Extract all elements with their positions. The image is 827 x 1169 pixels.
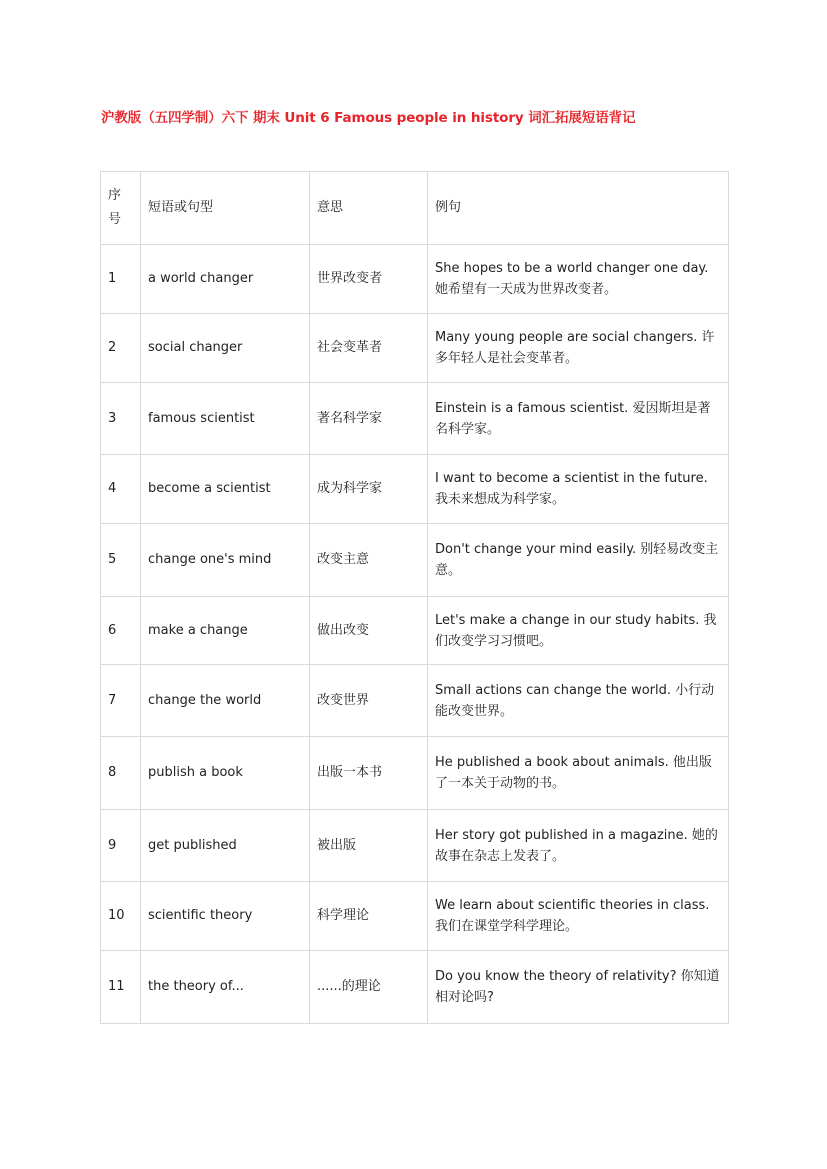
table-row [101,524,729,597]
row-phrase: make a change [141,597,310,665]
table-row [101,882,729,951]
table-row [101,665,729,737]
row-meaning: 科学理论 [310,882,428,951]
row-meaning: 社会变革者 [310,314,428,383]
row-phrase: get published [141,810,310,882]
row-meaning: 出版一本书 [310,737,428,810]
row-meaning: 改变主意 [310,524,428,597]
table-row [101,951,729,1024]
row-phrase: publish a book [141,737,310,810]
table-row [101,737,729,810]
document-title: 沪教版（五四学制）六下 期末 Unit 6 Famous people in history 词汇拓展短语背记 [101,110,636,126]
row-meaning: 改变世界 [310,665,428,737]
row-meaning: 世界改变者 [310,245,428,314]
row-number: 10 [101,882,141,951]
row-phrase: scientific theory [141,882,310,951]
row-example: Many young people are social changers. 许多年轻人是社会变革者。 [428,314,729,383]
row-number: 1 [101,245,141,314]
row-example: Her story got published in a magazine. 她的故事在杂志上发表了。 [428,810,729,882]
header-phrase: 短语或句型 [141,172,310,245]
row-number: 7 [101,665,141,737]
row-number: 6 [101,597,141,665]
row-meaning: 被出版 [310,810,428,882]
row-number: 4 [101,455,141,524]
row-meaning: 著名科学家 [310,383,428,455]
row-phrase: change one's mind [141,524,310,597]
row-example: Small actions can change the world. 小行动能改变世界。 [428,665,729,737]
row-example: Einstein is a famous scientist. 爱因斯坦是著名科学家。 [428,383,729,455]
row-number: 8 [101,737,141,810]
row-example: I want to become a scientist in the future. 我未来想成为科学家。 [428,455,729,524]
header-number: 序号 [101,172,141,245]
row-phrase: famous scientist [141,383,310,455]
row-example: He published a book about animals. 他出版了一本关于动物的书。 [428,737,729,810]
row-meaning: 做出改变 [310,597,428,665]
table-row [101,383,729,455]
row-number: 2 [101,314,141,383]
header-example: 例句 [428,172,729,245]
row-phrase: become a scientist [141,455,310,524]
row-meaning: ......的理论 [310,951,428,1024]
row-example: Let's make a change in our study habits. 我们改变学习习惯吧。 [428,597,729,665]
row-example: Do you know the theory of relativity? 你知道相对论吗? [428,951,729,1024]
table-row [101,245,729,314]
vocabulary-table [100,171,729,1024]
header-meaning: 意思 [310,172,428,245]
row-phrase: the theory of... [141,951,310,1024]
row-example: She hopes to be a world changer one day. 她希望有一天成为世界改变者。 [428,245,729,314]
table-row [101,597,729,665]
table-row [101,455,729,524]
row-example: We learn about scientific theories in class. 我们在课堂学科学理论。 [428,882,729,951]
row-phrase: a world changer [141,245,310,314]
table-row [101,810,729,882]
row-number: 9 [101,810,141,882]
row-example: Don't change your mind easily. 别轻易改变主意。 [428,524,729,597]
row-number: 11 [101,951,141,1024]
row-number: 5 [101,524,141,597]
row-number: 3 [101,383,141,455]
row-phrase: change the world [141,665,310,737]
row-meaning: 成为科学家 [310,455,428,524]
table-row [101,314,729,383]
table-header-row [101,172,729,245]
row-phrase: social changer [141,314,310,383]
